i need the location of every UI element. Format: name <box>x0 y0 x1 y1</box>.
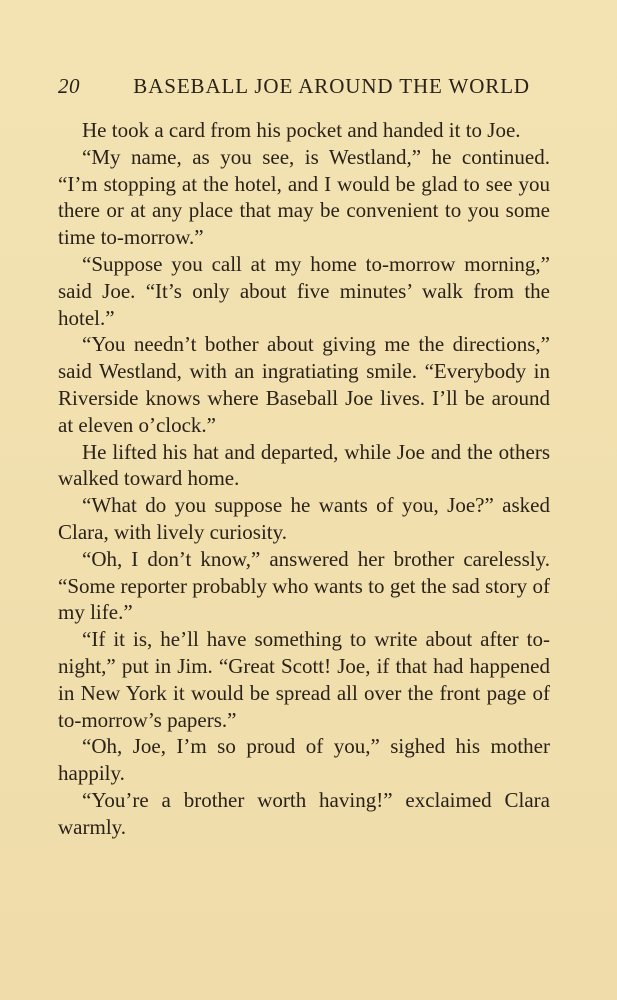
paragraph: “Oh, I don’t know,” answered her brother carelessly. “Some reporter probably who wants to get the sad story of my life.” <box>58 546 550 625</box>
paragraph: “Oh, Joe, I’m so proud of you,” sighed his mother happily. <box>58 734 550 786</box>
paragraph: “If it is, he’ll have something to write about after to-night,” put in Jim. “Great Scott! Joe, if that had happened in New York it would be spread all over the front page of to-morrow’s papers.” <box>58 627 550 732</box>
page-header <box>58 74 530 99</box>
paragraph: “You needn’t bother about giving me the directions,” said Westland, with an ingratiating smile. “Everybody in Riverside knows where Baseball Joe lives. I’ll be around at eleven o’clock.” <box>58 332 550 437</box>
paragraph: “Suppose you call at my home to-morrow morning,” said Joe. “It’s only about five minutes’ walk from the hotel.” <box>58 251 550 330</box>
page-number: 20 <box>58 74 80 98</box>
body-text <box>58 117 550 841</box>
paragraph: “My name, as you see, is Westland,” he continued. “I’m stopping at the hotel, and I would be glad to see you there or at any place that may be convenient to you some time to-morrow.” <box>58 144 550 250</box>
paragraph: He took a card from his pocket and handed it to Joe. <box>82 118 521 142</box>
paragraph: “What do you suppose he wants of you, Joe?” asked Clara, with lively curiosity. <box>58 493 550 544</box>
paragraph: He lifted his hat and departed, while Joe and the others walked toward home. <box>58 439 550 491</box>
running-head: BASEBALL JOE AROUND THE WORLD <box>133 74 530 98</box>
paragraph: “You’re a brother worth having!” exclaimed Clara warmly. <box>58 787 550 839</box>
